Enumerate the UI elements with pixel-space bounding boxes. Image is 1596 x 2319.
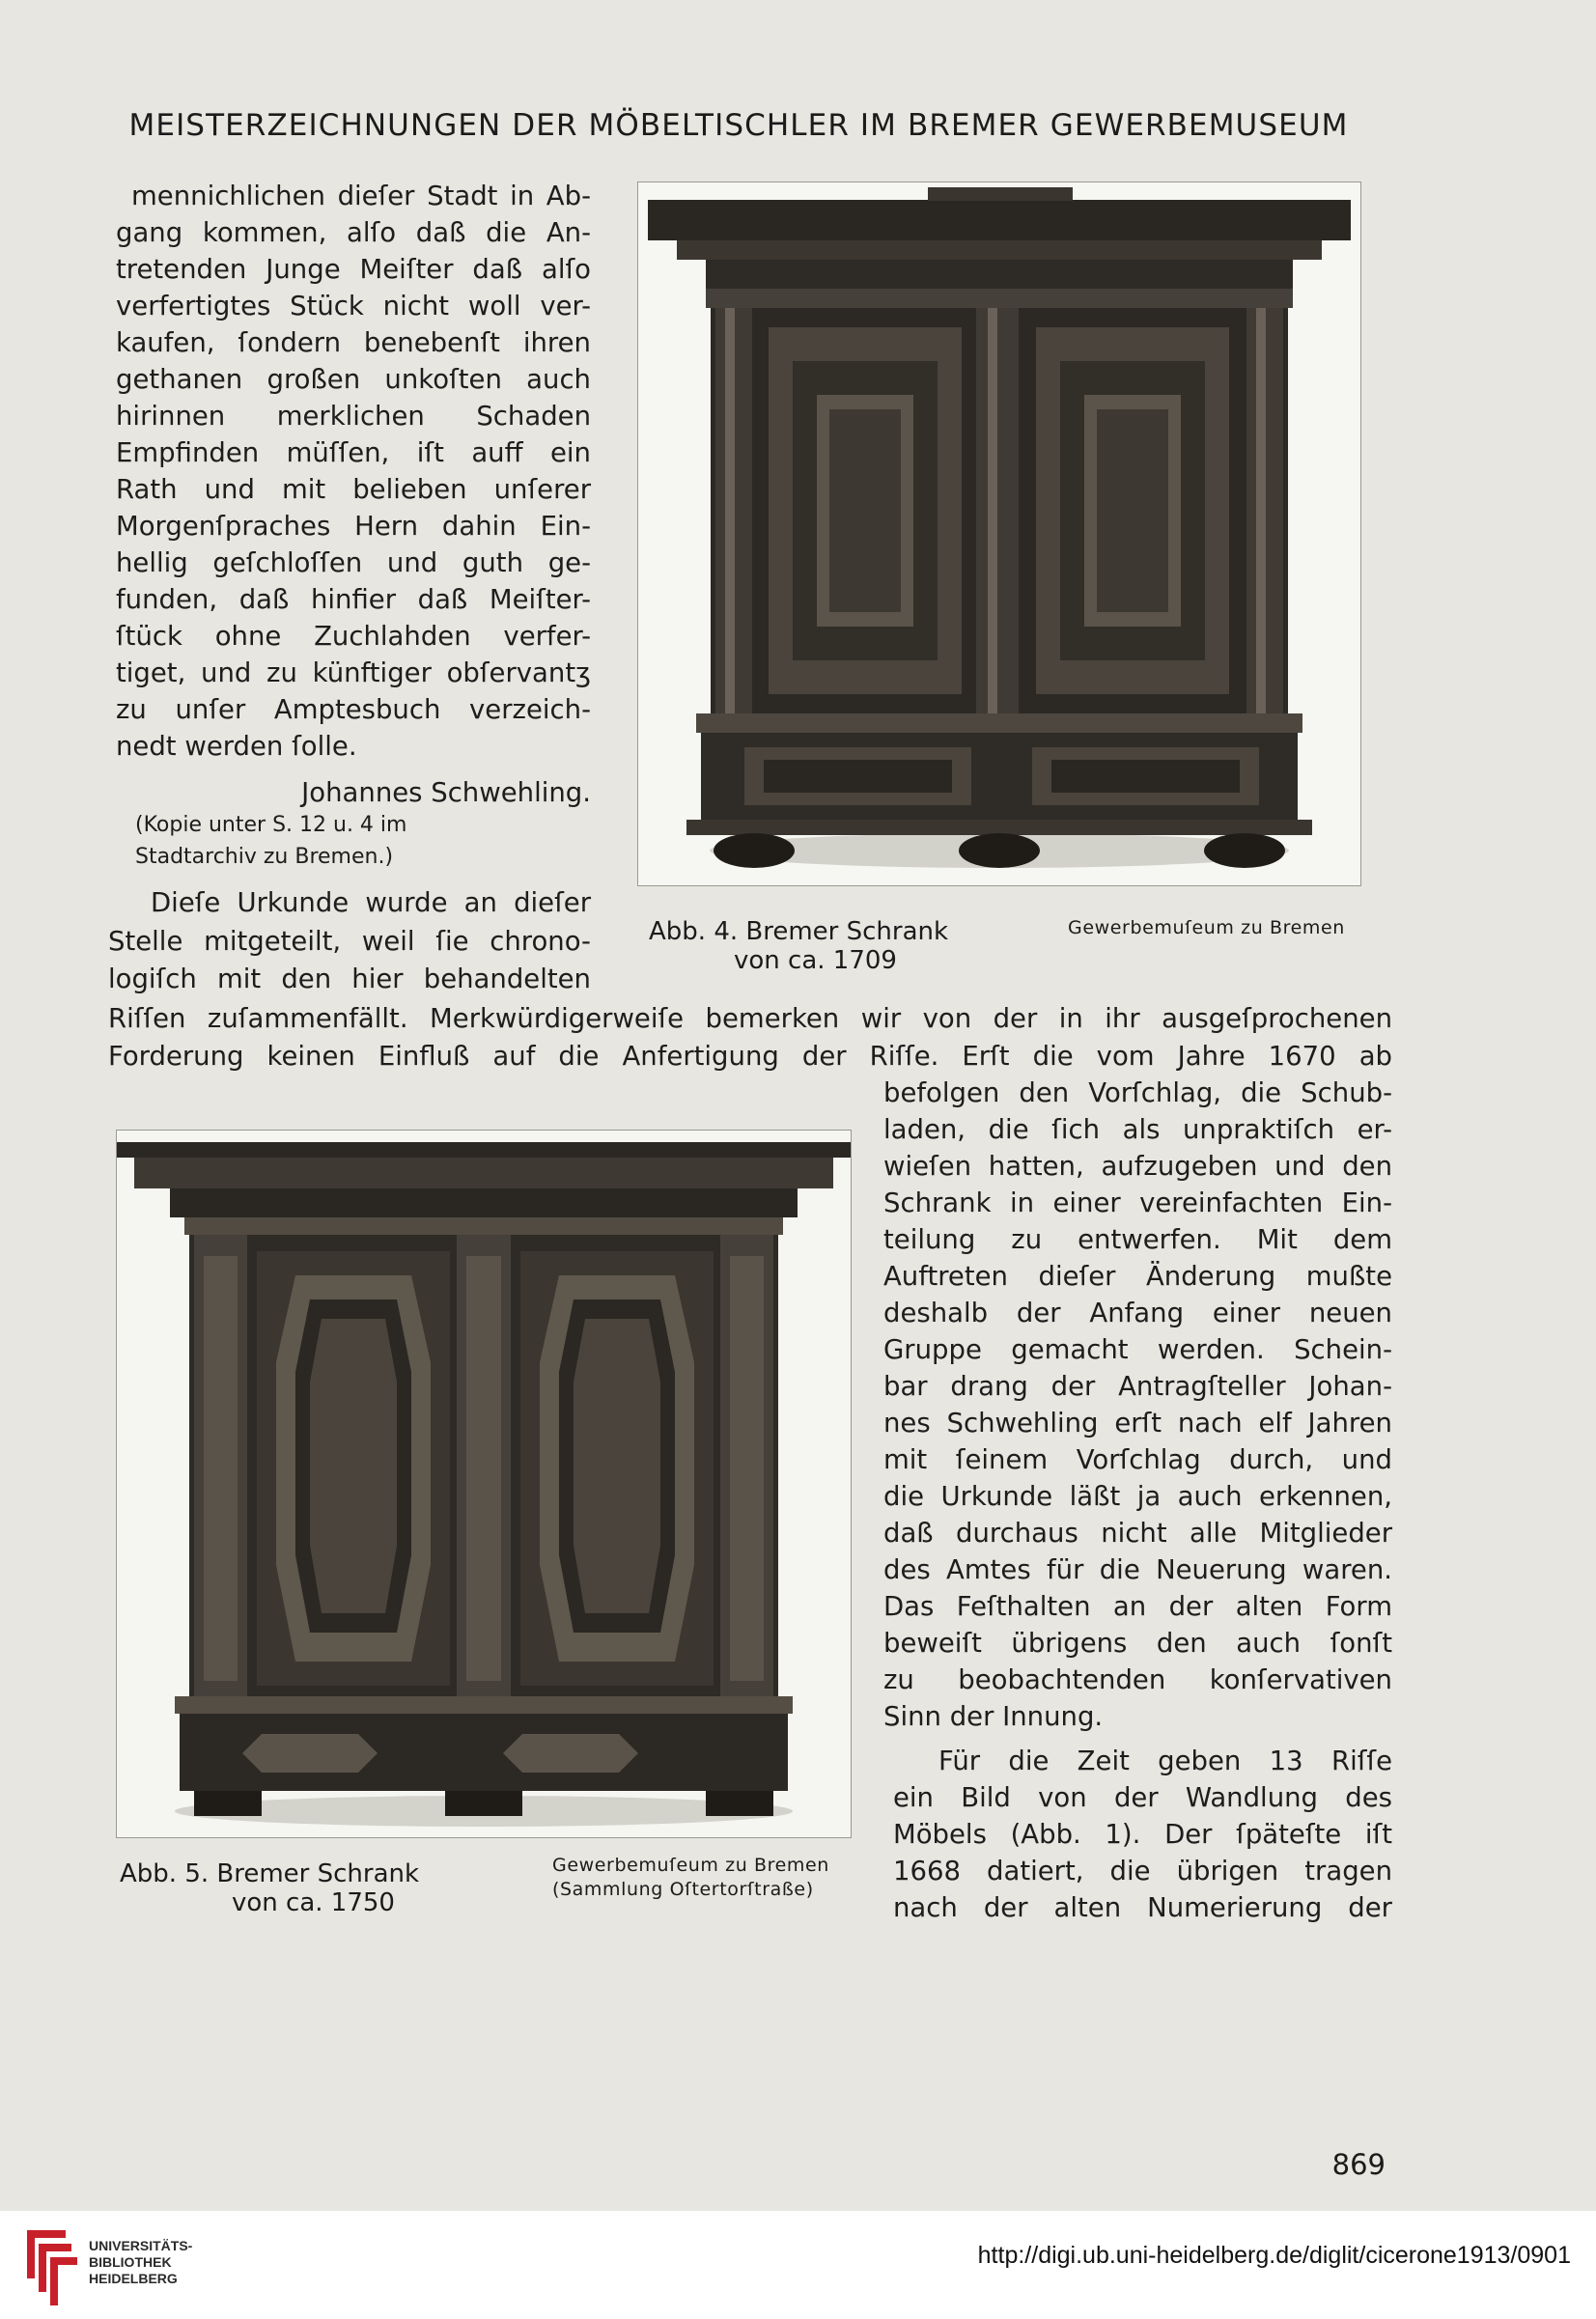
library-logo-icon: [17, 2221, 77, 2307]
library-name-line: HEIDELBERG: [89, 2271, 178, 2286]
right-line: Sinn der Innung.: [883, 1701, 1104, 1732]
right-line: Schrank in einer vereinfachten Ein-: [883, 1187, 1392, 1218]
right-line: wieſen hatten, aufzugeben und den: [883, 1151, 1392, 1182]
full-line: Forderung keinen Einfluß auf die Anfertigung der Riſſe. Erſt die vom Jahre 1670 ab: [108, 1041, 1392, 1072]
cabinet-1709-image: [638, 182, 1360, 885]
right-line: nes Schwehling erſt nach elf Jahren: [883, 1408, 1392, 1439]
left-line: Dieſe Urkunde wurde an dieſer: [151, 887, 591, 918]
figure-5-source-collection: (Sammlung Oſtertorſtraße): [552, 1879, 814, 1900]
left-line: zu unſer Amptesbuch verzeich-: [116, 694, 591, 725]
right-line: nach der alten Numerierung der: [893, 1892, 1392, 1923]
left-line: ſtück ohne Zuchlahden verfer-: [116, 621, 591, 652]
full-line: Riſſen zuſammenfällt. Merkwürdigerweiſe bemerken wir von der in ihr ausgeſprochenen: [108, 1003, 1392, 1034]
figure-4-caption-date: von ca. 1709: [734, 946, 897, 975]
left-line: hirinnen merklichen Schaden: [116, 401, 591, 432]
figure-5-caption-date: von ca. 1750: [232, 1888, 395, 1917]
left-line: nedt werden ſolle.: [116, 731, 357, 762]
left-line: mennichlichen dieſer Stadt in Ab-: [131, 181, 591, 211]
library-name: [89, 2238, 192, 2287]
archive-note: (Kopie unter S. 12 u. 4 im: [135, 813, 407, 837]
left-line: logiſch mit den hier behandelten: [108, 964, 591, 994]
right-line: deshalb der Anfang einer neuen: [883, 1298, 1392, 1328]
left-line: Empfinden müſſen, iſt auff ein: [116, 437, 591, 468]
archive-note: Stadtarchiv zu Bremen.): [135, 845, 394, 869]
cabinet-1750-image: [117, 1131, 851, 1837]
left-line: funden, daß hinfier daß Meiſter-: [116, 584, 591, 615]
left-line: hellig geſchloſſen und guth ge-: [116, 547, 591, 578]
right-line: Möbels (Abb. 1). Der ſpäteſte iſt: [893, 1819, 1392, 1850]
left-line: Rath und mit belieben unſerer: [116, 474, 591, 505]
figure-5-source: Gewerbemuſeum zu Bremen: [552, 1855, 829, 1876]
library-name-line: UNIVERSITÄTS-: [89, 2238, 193, 2253]
right-line: zu beobachtenden konſervativen: [883, 1664, 1392, 1695]
right-line: beweiſt übrigens den auch ſonſt: [883, 1628, 1392, 1659]
figure-5-photo: [116, 1130, 852, 1838]
right-line: die Urkunde läßt ja auch erkennen,: [883, 1481, 1392, 1512]
right-line: laden, die ſich als unpraktiſch er-: [883, 1114, 1392, 1145]
right-line: Gruppe gemacht werden. Schein-: [883, 1334, 1392, 1365]
left-line: Stelle mitgeteilt, weil ſie chrono-: [108, 926, 591, 957]
page-number: 869: [1331, 2148, 1386, 2181]
right-line: mit ſeinem Vorſchlag durch, und: [883, 1444, 1392, 1475]
figure-4-source: Gewerbemuſeum zu Bremen: [1068, 917, 1345, 938]
left-line: gethanen großen unkoſten auch: [116, 364, 591, 395]
right-line: teilung zu entwerfen. Mit dem: [883, 1224, 1392, 1255]
left-line: kaufen, ſondern benebenſt ihren: [116, 327, 591, 358]
left-line: Morgenſpraches Hern dahin Ein-: [116, 511, 591, 542]
right-line: des Amtes für die Neuerung waren.: [883, 1554, 1392, 1585]
running-header: MEISTERZEICHNUNGEN DER MÖBELTISCHLER IM BREMER GEWERBEMUSEUM: [128, 108, 1349, 143]
right-line: 1668 datiert, die übrigen tragen: [893, 1856, 1392, 1886]
left-line: gang kommen, alſo daß die An-: [116, 217, 591, 248]
signature: Johannes Schwehling.: [301, 777, 591, 808]
left-line: tretenden Junge Meiſter daß alſo: [116, 254, 591, 285]
permalink-url[interactable]: http://digi.ub.uni-heidelberg.de/diglit/cicerone1913/0901: [977, 2242, 1571, 2269]
left-line: verfertigtes Stück nicht woll ver-: [116, 291, 591, 321]
right-line: befolgen den Vorſchlag, die Schub-: [883, 1077, 1392, 1108]
figure-4-caption: Abb. 4. Bremer Schrank: [649, 917, 949, 946]
right-line: Auftreten dieſer Änderung mußte: [883, 1261, 1392, 1292]
right-line: daß durchaus nicht alle Mitglieder: [883, 1518, 1392, 1549]
right-line: ein Bild von der Wandlung des: [893, 1782, 1392, 1813]
right-line: Das Feſthalten an der alten Form: [883, 1591, 1392, 1622]
right-line: Für die Zeit geben 13 Riſſe: [938, 1746, 1392, 1776]
figure-5-caption: Abb. 5. Bremer Schrank: [120, 1859, 420, 1888]
figure-4-photo: [637, 182, 1361, 886]
right-line: bar drang der Antragſteller Johan-: [883, 1371, 1392, 1402]
left-line: tiget, und zu künftiger obſervantʒ: [116, 657, 591, 688]
library-name-line: BIBLIOTHEK: [89, 2254, 172, 2270]
